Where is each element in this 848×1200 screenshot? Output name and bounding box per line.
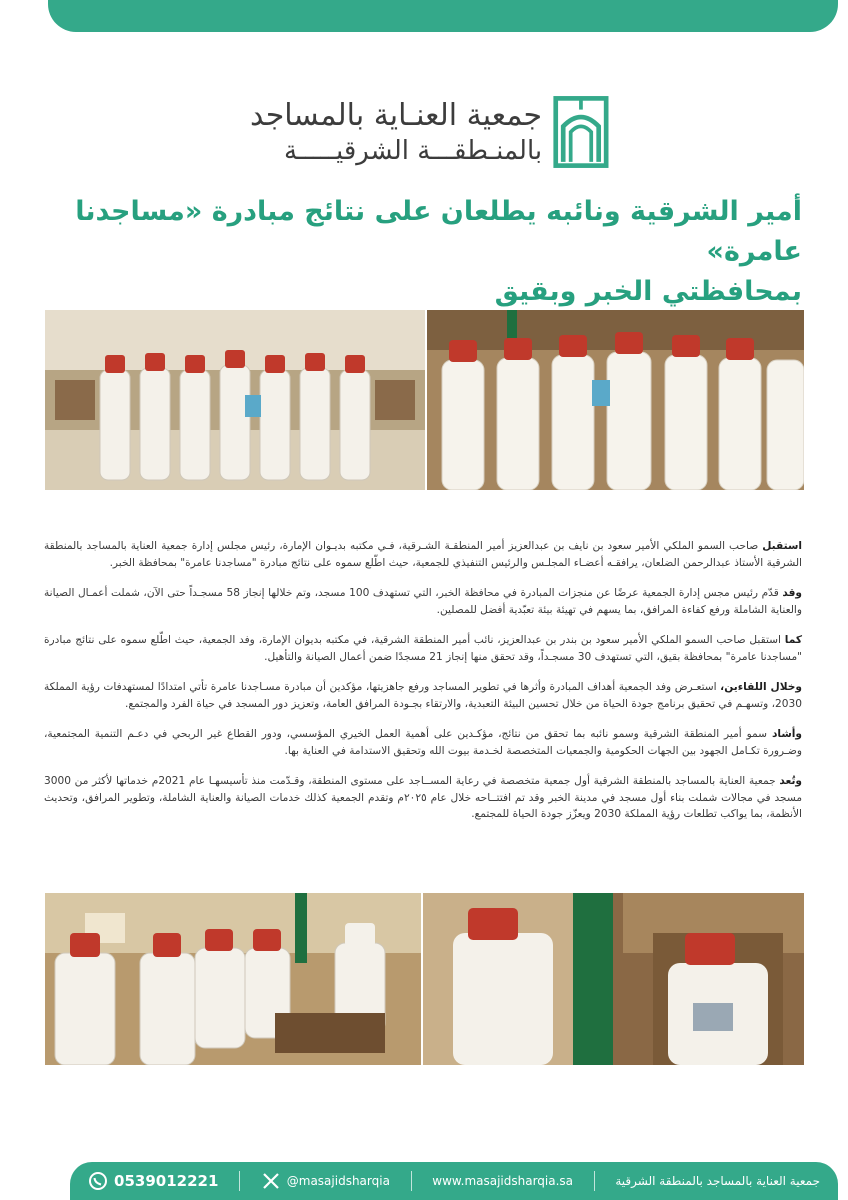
paragraph-lead: استقبل (762, 540, 802, 552)
x-handle-text[interactable]: @masajidsharqia (286, 1174, 390, 1188)
top-decorative-band (48, 0, 838, 32)
logo-name-line1: جمعية العنـاية بالمساجد (250, 98, 543, 133)
paragraph-lead: وخلال اللقاءين، (720, 681, 802, 693)
paragraph (44, 773, 802, 823)
footer-divider (594, 1171, 595, 1191)
paragraph (44, 585, 802, 618)
organization-logo (250, 92, 610, 172)
article-body (44, 538, 802, 837)
paragraph-text: جمعية العناية بالمساجد بالمنطقة الشرقية أول جمعية متخصصة في رعاية المســاجد على مستوى المنطقة، وقـدّمت منذ تأسيسهـا عام 2021م خدماتها لأكثر من 3000 مسجد في مجالات شملت بناء أول مسجد في مدينة الخبر وقد تم افتتــاحه خلال عام ٢٠٢٥م وتقدم الجمعية كذلك خدمات الصيانة والعناية الشاملة، وتطوير المرافق، وتحديث الأنظمة، بما يواكب تطلعات رؤية المملكة 2030 ويعزّز جودة الحياة للمجتمع. (44, 775, 803, 820)
photo-meeting-majlis (45, 893, 421, 1065)
website-text[interactable]: www.masajidsharqia.sa (432, 1174, 574, 1188)
whatsapp-icon (88, 1171, 108, 1191)
paragraph-lead: وأشاد (771, 728, 802, 740)
x-account-link[interactable] (261, 1171, 390, 1191)
paragraph-text: صاحب السمو الملكي الأمير سعود بن نايف بن عبدالعزيز أمير المنطقـة الشـرقية، فـي مكتبه بديـوان الإمارة، رئيس مجلس إدارة جمعية العناية بالمساجد بالمنطقة الشرقية الأستاذ عبدالرحمن الضلعان، يرافقـه أعضـاء المجلـس والرئيس التنفيذي للجمعية، حيث اطّلع سموه على نتائج مبادرة "مساجدنا عامرة" بمحافظة الخبر. (44, 540, 802, 569)
paragraph-text: استقبل صاحب السمو الملكي الأمير سعود بن بندر بن عبدالعزيز، نائب أمير المنطقة الشرقية، في مكتبه بديوان الإمارة، وفد الجمعية، حيث اطّلع سموه على نتائج مبادرة "مساجدنا عامرة" بمحافظة بقيق، التي تستهدف 30 مسجـداً، وقد تحقق منها إنجاز 21 مسجدًا ضمن أعمال الصيانة والتأهيل. (44, 634, 802, 663)
headline-line1: أمير الشرقية ونائبه يطلعان على نتائج مبادرة «مساجدنا عامرة» (75, 196, 802, 267)
paragraph-lead: وتُعد (779, 775, 803, 787)
footer-divider (239, 1171, 240, 1191)
phone-contact[interactable] (88, 1171, 218, 1191)
contact-footer (70, 1162, 838, 1200)
website-link[interactable] (432, 1174, 573, 1188)
org-name-text: جمعية العناية بالمساجد بالمنطقة الشرقية (615, 1174, 820, 1188)
paragraph (44, 632, 802, 665)
logo-name-line2: بالمنـطقـــة الشرقيـــــة (284, 136, 543, 166)
phone-number[interactable]: 0539012221 (114, 1172, 219, 1190)
paragraph-text: استعـرض وفد الجمعية أهداف المبادرة وأثرها في تطوير المساجد ورفع جاهزيتها، مؤكدين أن مبادرة مسـاجدنا عامرة تأتي امتدادًا لمستهدفات رؤية المملكة 2030، وتسهـم في تحقيق برنامج جودة الحياة من خلال تحسين البيئة التعبدية، والارتقاء بجـودة المرافق العامة، وتعزيز دور المسجد في حياة الفرد والمجتمع. (44, 681, 802, 710)
footer-divider (411, 1171, 412, 1191)
paragraph-lead: وقد (782, 587, 802, 599)
paragraph (44, 538, 802, 571)
x-logo-icon (261, 1171, 281, 1191)
headline-line2: بمحافظتي الخبر وبقيق (494, 276, 802, 307)
mosque-arch-logo-icon (552, 92, 610, 172)
photo-delegation-group (45, 310, 425, 490)
page-headline (42, 192, 802, 312)
paragraph (44, 679, 802, 712)
paragraph-text: قدّم رئيس مجس إدارة الجمعية عرضًا عن منجزات المبادرة في محافظة الخبر، التي تستهدف 100 مسجد، وتم خلالها إنجاز 58 مسجـداً حتى الآن، شملت أعمـال الصيانة والعناية الشاملة ورفع كفاءة المرافق، بما يسهم في تهيئة بيئة تعبّدية أفضل للمصلين. (44, 587, 802, 616)
paragraph-lead: كما (784, 634, 802, 646)
paragraph (44, 726, 802, 759)
photo-deputy-group (427, 310, 804, 490)
paragraph-text: سمو أمير المنطقة الشرقية وسمو نائبه بما تحقق من نتائج، مؤكـدين على أهمية العمل الخيري المؤسسي، ودور القطاع غير الربحي في دعـم التنمية المجتمعية، وضـرورة تكـامل الجهود بين الجهات الحكومية والجمعيات المتخصصة لخـدمة بيوت الله وتحقيق الاستدامة في العناية بها. (44, 728, 802, 757)
footer-org-name (615, 1174, 820, 1188)
photo-prince-reviewing (423, 893, 804, 1065)
